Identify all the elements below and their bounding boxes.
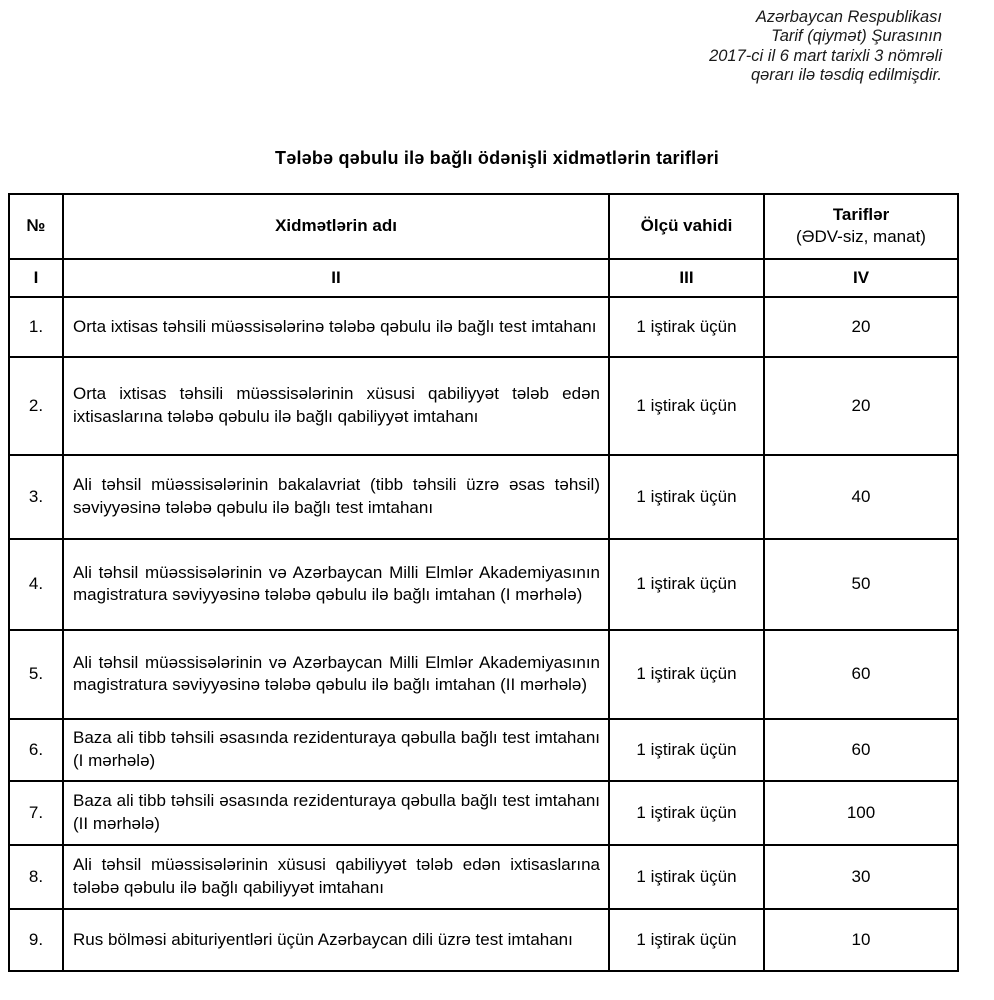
- row-number-cell: 6.: [9, 719, 63, 781]
- tariff-value-cell: 10: [764, 909, 958, 971]
- row-number-cell: 1.: [9, 297, 63, 357]
- column-header-no: №: [9, 194, 63, 259]
- column-header-name: Xidmətlərin adı: [63, 194, 609, 259]
- subheader-no: I: [9, 259, 63, 297]
- column-header-tariff: [764, 194, 958, 259]
- tariff-value-cell: 60: [764, 630, 958, 719]
- service-name-cell: Orta ixtisas təhsili müəssisələrinin xüsusi qabiliyyət tələb edən ixtisaslarına tələbə qəbulu ilə bağlı qabiliyyət imtahanı: [63, 357, 609, 455]
- unit-cell: 1 iştirak üçün: [609, 539, 764, 630]
- table-row: [9, 719, 958, 781]
- table-row: [9, 357, 958, 455]
- table-row: [9, 539, 958, 630]
- row-number-cell: 2.: [9, 357, 63, 455]
- unit-cell: 1 iştirak üçün: [609, 455, 764, 539]
- tariff-value-cell: 20: [764, 297, 958, 357]
- unit-cell: 1 iştirak üçün: [609, 909, 764, 971]
- tariff-table: [8, 193, 959, 972]
- table-row: [9, 909, 958, 971]
- column-header-tariff-title: Tariflər: [832, 204, 890, 224]
- table-row: [9, 297, 958, 357]
- table-row: [9, 845, 958, 909]
- approval-note-line: Azərbaycan Respublikası: [755, 8, 942, 26]
- approval-note-line: 2017-ci il 6 mart tarixli 3 nömrəli: [709, 46, 942, 65]
- page-title: Tələbə qəbulu ilə bağlı ödənişli xidmətlərin tarifləri: [275, 147, 719, 168]
- approval-note-line: qərarı ilə təsdiq edilmişdir.: [750, 66, 942, 85]
- service-name-cell: Rus bölməsi abituriyentləri üçün Azərbaycan dili üzrə test imtahanı: [63, 909, 609, 971]
- service-name-cell: Baza ali tibb təhsili əsasında rezidenturaya qəbulla bağlı test imtahanı (II mərhələ): [63, 781, 609, 845]
- row-number-cell: 4.: [9, 539, 63, 630]
- service-name-cell: Ali təhsil müəssisələrinin bakalavriat (tibb təhsili üzrə əsas təhsil) səviyyəsinə tələbə qəbulu ilə bağlı test imtahanı: [63, 455, 609, 539]
- table-subheader-row: [9, 259, 958, 297]
- row-number-cell: 9.: [9, 909, 63, 971]
- subheader-unit: III: [609, 259, 764, 297]
- unit-cell: 1 iştirak üçün: [609, 845, 764, 909]
- unit-cell: 1 iştirak üçün: [609, 297, 764, 357]
- table-row: [9, 781, 958, 845]
- tariff-value-cell: 50: [764, 539, 958, 630]
- service-name-cell: Ali təhsil müəssisələrinin xüsusi qabiliyyət tələb edən ixtisaslarına tələbə qəbulu ilə bağlı qabiliyyət imtahanı: [63, 845, 609, 909]
- table-row: [9, 630, 958, 719]
- unit-cell: 1 iştirak üçün: [609, 719, 764, 781]
- tariff-value-cell: 40: [764, 455, 958, 539]
- service-name-cell: Ali təhsil müəssisələrinin və Azərbaycan Milli Elmlər Akademiyasının magistratura səviyyəsinə tələbə qəbulu ilə bağlı imtahan (II mərhələ): [63, 630, 609, 719]
- service-name-cell: Orta ixtisas təhsili müəssisələrinə tələbə qəbulu ilə bağlı test imtahanı: [63, 297, 609, 357]
- row-number-cell: 7.: [9, 781, 63, 845]
- tariff-table-body: [9, 297, 958, 971]
- service-name-cell: Baza ali tibb təhsili əsasında rezidenturaya qəbulla bağlı test imtahanı (I mərhələ): [63, 719, 609, 781]
- subheader-name: II: [63, 259, 609, 297]
- table-header-row: [9, 194, 958, 259]
- approval-note-line: Tarif (qiymət) Şurasının: [771, 27, 942, 46]
- subheader-tariff: IV: [764, 259, 958, 297]
- column-header-unit: Ölçü vahidi: [609, 194, 764, 259]
- unit-cell: 1 iştirak üçün: [609, 781, 764, 845]
- tariff-value-cell: 100: [764, 781, 958, 845]
- tariff-value-cell: 30: [764, 845, 958, 909]
- row-number-cell: 8.: [9, 845, 63, 909]
- column-header-tariff-subtitle: (ƏDV-siz, manat): [796, 227, 926, 247]
- tariff-value-cell: 60: [764, 719, 958, 781]
- tariff-value-cell: 20: [764, 357, 958, 455]
- row-number-cell: 5.: [9, 630, 63, 719]
- unit-cell: 1 iştirak üçün: [609, 630, 764, 719]
- unit-cell: 1 iştirak üçün: [609, 357, 764, 455]
- service-name-cell: Ali təhsil müəssisələrinin və Azərbaycan Milli Elmlər Akademiyasının magistratura səviyyəsinə tələbə qəbulu ilə bağlı imtahan (I mərhələ): [63, 539, 609, 630]
- table-row: [9, 455, 958, 539]
- row-number-cell: 3.: [9, 455, 63, 539]
- approval-note: [0, 0, 994, 86]
